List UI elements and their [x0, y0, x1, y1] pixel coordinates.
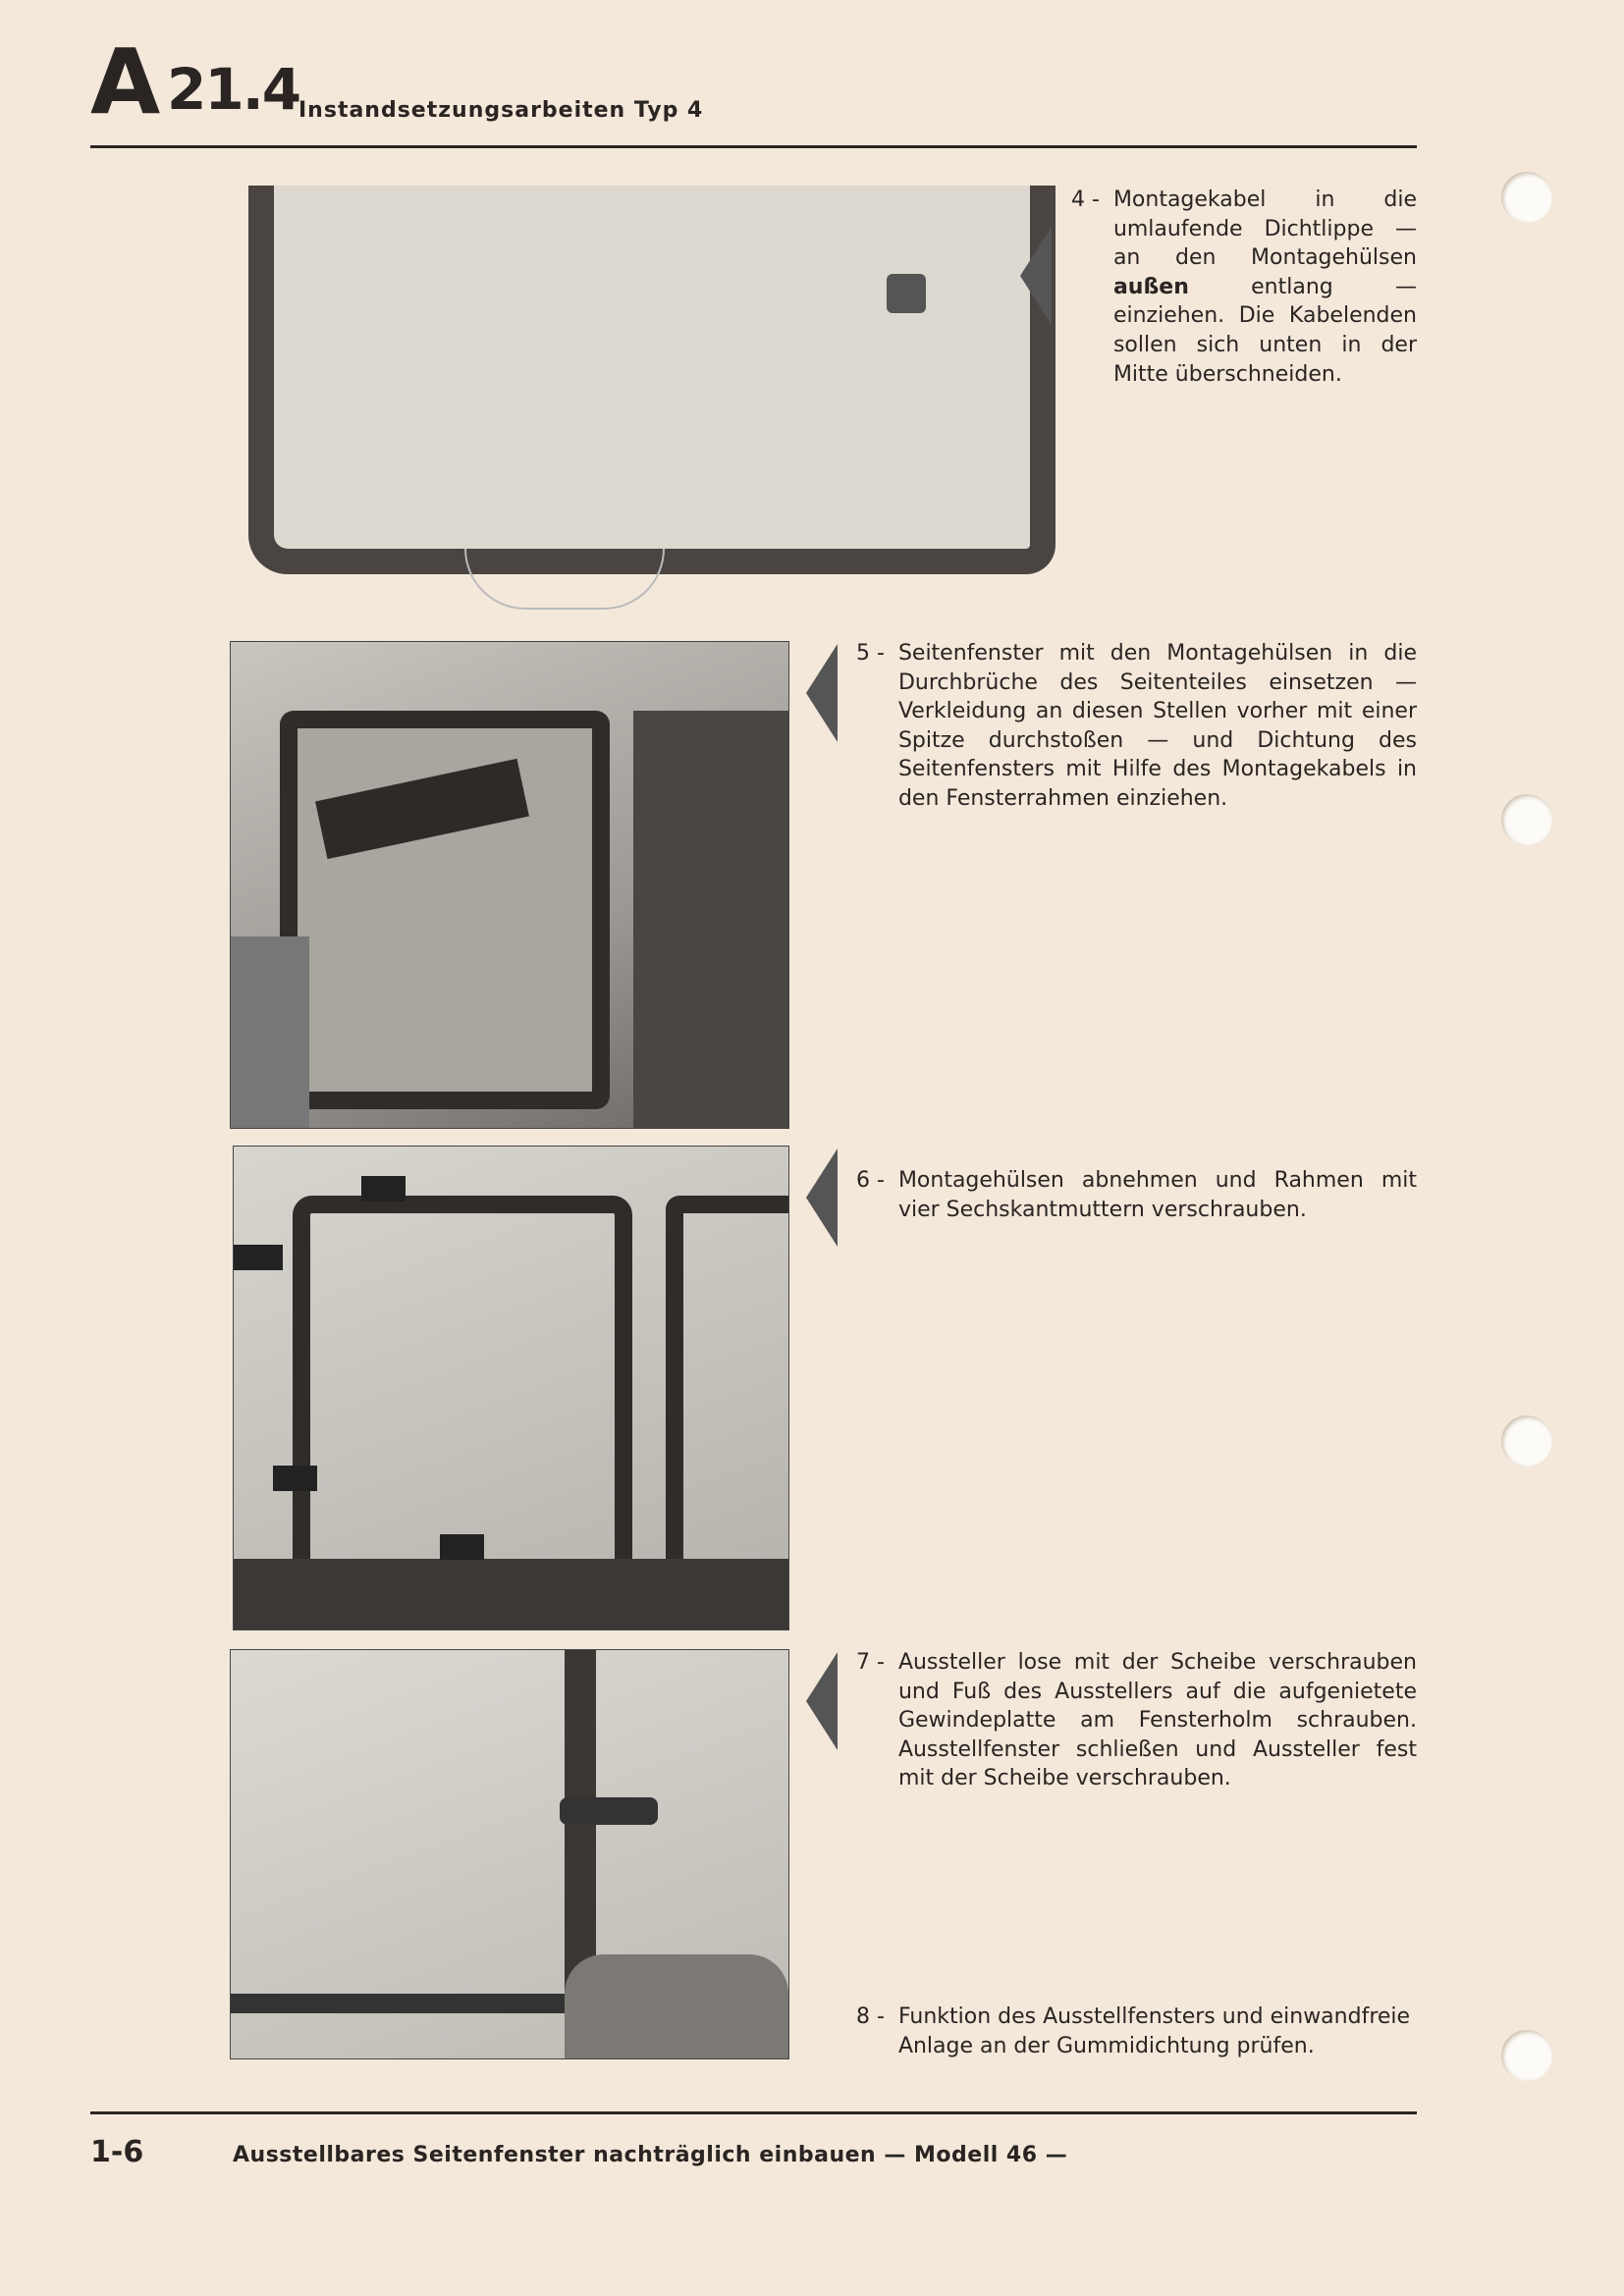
step-number: 7 - [856, 1650, 885, 1675]
step-number: 6 - [856, 1168, 885, 1193]
step-text: entlang — einziehen. Die Kabelenden sollen sich unten in der Mitte überschneiden. [1112, 274, 1417, 387]
marker-arrow-icon [273, 1466, 317, 1491]
step-8 [856, 2002, 1417, 2060]
section-number: 21.4 [167, 56, 300, 123]
header-title: Instandsetzungsarbeiten Typ 4 [298, 98, 704, 123]
section-letter: A [90, 29, 157, 134]
step-text-bold: außen [1112, 274, 1189, 299]
header-rule [90, 145, 1417, 148]
step-text: Funktion des Ausstellfensters und einwandfreie Anlage an der Gummidichtung prüfen. [897, 2004, 1411, 2058]
step-text: Aussteller lose mit der Scheibe verschrauben und Fuß des Ausstellers auf die aufgenietete Gewindeplatte am Fensterholm schrauben. Ausstellfenster schließen und Aussteller fest mit der Scheibe verschrauben. [897, 1650, 1417, 1791]
step-text: Seitenfenster mit den Montagehülsen in die Durchbrüche des Seitenteiles einsetzen — Verkleidung an diesen Stellen vorher mit einer Spitze durchstoßen — und Dichtung des Seitenfensters mit Hilfe des Montagekabels in den Fensterrahmen einziehen. [897, 641, 1417, 811]
punch-hole [1501, 1415, 1552, 1467]
step-number: 5 - [856, 641, 885, 666]
step-text: Montagehülsen abnehmen und Rahmen mit vier Sechskantmuttern verschrauben. [897, 1168, 1417, 1222]
step-4 [1071, 186, 1417, 389]
step-pointer-icon [1020, 227, 1052, 325]
step-pointer-icon [806, 1652, 838, 1750]
step-number: 8 - [856, 2004, 885, 2029]
punch-hole [1501, 2030, 1552, 2081]
marker-arrow-icon [361, 1176, 406, 1201]
step-5 [856, 639, 1417, 814]
step-text: Montagekabel in die umlaufende Dichtlippe — an den Montagehülsen [1112, 187, 1417, 271]
step-7 [856, 1648, 1417, 1793]
marker-arrow-icon [234, 1245, 283, 1270]
page-number: 1-6 [90, 2135, 144, 2169]
step-number: 4 - [1071, 187, 1100, 212]
punch-hole [1501, 794, 1552, 845]
step-pointer-icon [806, 644, 838, 742]
photo-window-seal [239, 186, 1032, 622]
marker-arrow-icon [440, 1534, 484, 1560]
footer-rule [90, 2111, 1417, 2114]
photo-stay-fitting [230, 1649, 789, 2059]
step-6 [856, 1166, 1417, 1224]
footer-title: Ausstellbares Seitenfenster nachträglich einbauen — Modell 46 — [233, 2143, 1068, 2167]
step-pointer-icon [806, 1148, 838, 1247]
photo-window-insert [230, 641, 789, 1129]
punch-hole [1501, 172, 1552, 223]
photo-frame-bolting [233, 1146, 789, 1630]
